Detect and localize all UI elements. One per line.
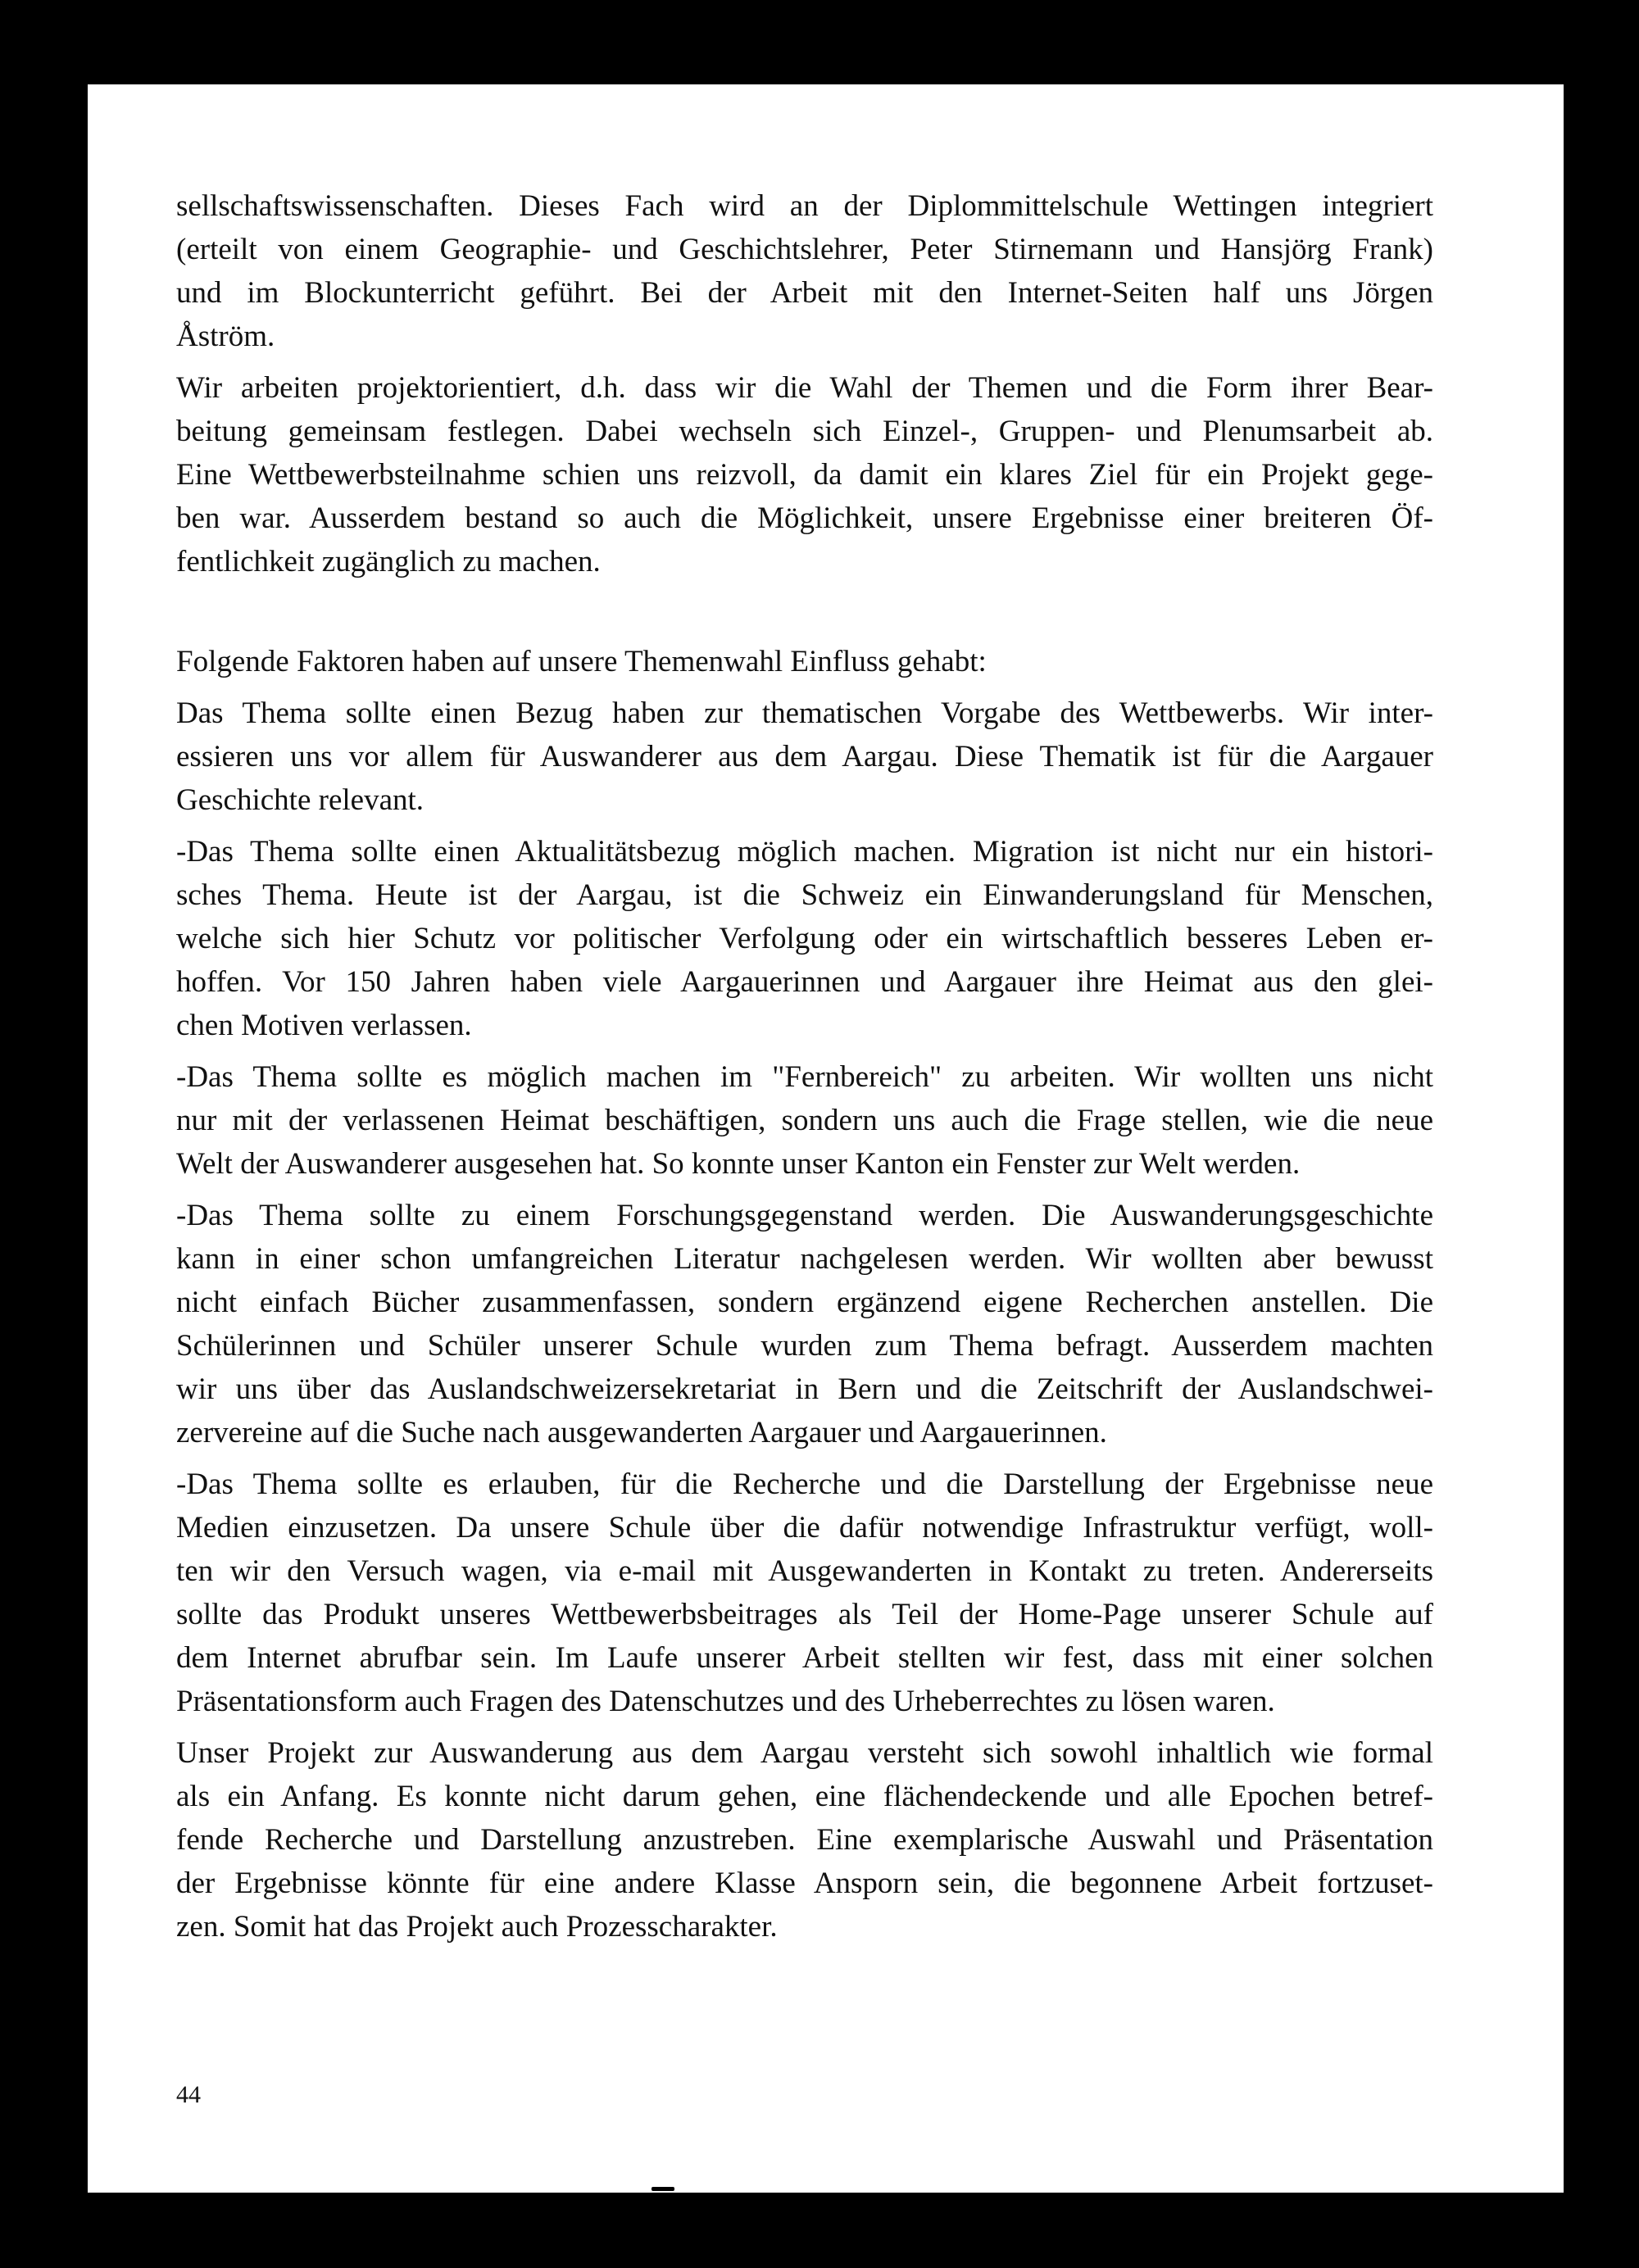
paragraph-factor-new-media: [176, 1463, 1433, 1723]
text-line: fentlichkeit zugänglich zu machen.: [176, 545, 601, 578]
paragraph-factors-intro: [176, 640, 1433, 683]
text-line: der Ergebnisse könnte für eine andere Klasse Ansporn sein, die begonnene Arbeit fortzuset-: [176, 1867, 1433, 1900]
text-line: hoffen. Vor 150 Jahren haben viele Aargauerinnen und Aargauer ihre Heimat aus den glei-: [176, 965, 1433, 999]
paragraph-factor-theme-reference: [176, 692, 1433, 822]
text-line: essieren uns vor allem für Auswanderer aus dem Aargau. Diese Thematik ist für die Aargauer: [176, 740, 1433, 773]
text-line: Welt der Auswanderer ausgesehen hat. So konnte unser Kanton ein Fenster zur Welt werden.: [176, 1147, 1301, 1181]
text-line: fende Recherche und Darstellung anzustreben. Eine exemplarische Auswahl und Präsentation: [176, 1823, 1433, 1857]
text-line: Unser Projekt zur Auswanderung aus dem Aargau versteht sich sowohl inhaltlich wie formal: [176, 1736, 1433, 1770]
text-line: ben war. Ausserdem bestand so auch die Möglichkeit, unsere Ergebnisse einer breiteren Öf-: [176, 501, 1433, 535]
text-line: und im Blockunterricht geführt. Bei der Arbeit mit den Internet-Seiten half uns Jörgen: [176, 276, 1433, 310]
text-line: -Das Thema sollte zu einem Forschungsgegenstand werden. Die Auswanderungsgeschichte: [176, 1199, 1433, 1232]
text-line: sellschaftswissenschaften. Dieses Fach wird an der Diplommittelschule Wettingen integriert: [176, 189, 1433, 223]
text-line: Medien einzusetzen. Da unsere Schule über die dafür notwendige Infrastruktur verfügt, woll-: [176, 1511, 1433, 1545]
body-text-upper: [176, 184, 1433, 583]
text-line: sollte das Produkt unseres Wettbewerbsbeitrages als Teil der Home-Page unserer Schule auf: [176, 1598, 1433, 1631]
text-line: chen Motiven verlassen.: [176, 1009, 472, 1042]
paragraph-factor-research: [176, 1194, 1433, 1454]
paragraph-factor-distant-area: [176, 1055, 1433, 1186]
text-line: Das Thema sollte einen Bezug haben zur thematischen Vorgabe des Wettbewerbs. Wir inter-: [176, 696, 1433, 730]
document-page: [88, 84, 1564, 2193]
paragraph-factor-topicality: [176, 830, 1433, 1047]
text-line: beitung gemeinsam festlegen. Dabei wechseln sich Einzel-, Gruppen- und Plenumsarbeit ab.: [176, 415, 1433, 448]
text-line: Wir arbeiten projektorientiert, d.h. dass wir die Wahl der Themen und die Form ihrer Bear-: [176, 371, 1433, 405]
text-line: Geschichte relevant.: [176, 783, 425, 817]
text-line: zen. Somit hat das Projekt auch Prozesscharakter.: [176, 1910, 778, 1944]
text-line: Präsentationsform auch Fragen des Datenschutzes und des Urheberrechtes zu lösen waren.: [176, 1685, 1275, 1718]
text-line: nicht einfach Bücher zusammenfassen, sondern ergänzend eigene Recherchen anstellen. Die: [176, 1286, 1433, 1319]
text-line: Schülerinnen und Schüler unserer Schule wurden zum Thema befragt. Ausserdem machten: [176, 1329, 1433, 1363]
text-line: (erteilt von einem Geographie- und Geschichtslehrer, Peter Stirnemann und Hansjörg Frank): [176, 233, 1433, 266]
page-number: 44: [176, 2081, 201, 2108]
text-line: welche sich hier Schutz vor politischer Verfolgung oder ein wirtschaftlich besseres Leben er-: [176, 922, 1433, 955]
text-line: Eine Wettbewerbsteilnahme schien uns reizvoll, da damit ein klares Ziel für ein Projekt gege-: [176, 458, 1433, 492]
text-line: zervereine auf die Suche nach ausgewanderten Aargauer und Aargauerinnen.: [176, 1416, 1107, 1449]
text-line: -Das Thema sollte es erlauben, für die Recherche und die Darstellung der Ergebnisse neue: [176, 1467, 1433, 1501]
text-line: -Das Thema sollte einen Aktualitätsbezug möglich machen. Migration ist nicht nur ein histori-: [176, 835, 1433, 869]
scan-mark: [652, 2187, 674, 2191]
paragraph-intro: [176, 184, 1433, 358]
text-line: nur mit der verlassenen Heimat beschäftigen, sondern uns auch die Frage stellen, wie die neue: [176, 1104, 1433, 1137]
text-line: wir uns über das Auslandschweizersekretariat in Bern und die Zeitschrift der Auslandschwei-: [176, 1372, 1433, 1406]
text-line: ten wir den Versuch wagen, via e-mail mit Ausgewanderten in Kontakt zu treten. Andererseits: [176, 1554, 1433, 1588]
paragraph-conclusion: [176, 1731, 1433, 1948]
text-line: kann in einer schon umfangreichen Literatur nachgelesen werden. Wir wollten aber bewusst: [176, 1242, 1433, 1276]
body-text-lower: [176, 640, 1433, 1948]
text-line: -Das Thema sollte es möglich machen im "Fernbereich" zu arbeiten. Wir wollten uns nicht: [176, 1060, 1433, 1094]
text-line: sches Thema. Heute ist der Aargau, ist die Schweiz ein Einwanderungsland für Menschen,: [176, 878, 1433, 912]
text-line: Åström.: [176, 320, 275, 353]
text-line: dem Internet abrufbar sein. Im Laufe unserer Arbeit stellten wir fest, dass mit einer solchen: [176, 1641, 1433, 1675]
text-line: Folgende Faktoren haben auf unsere Themenwahl Einfluss gehabt:: [176, 645, 987, 678]
text-line: als ein Anfang. Es konnte nicht darum gehen, eine flächendeckende und alle Epochen betref-: [176, 1780, 1433, 1813]
paragraph-project-approach: [176, 366, 1433, 583]
